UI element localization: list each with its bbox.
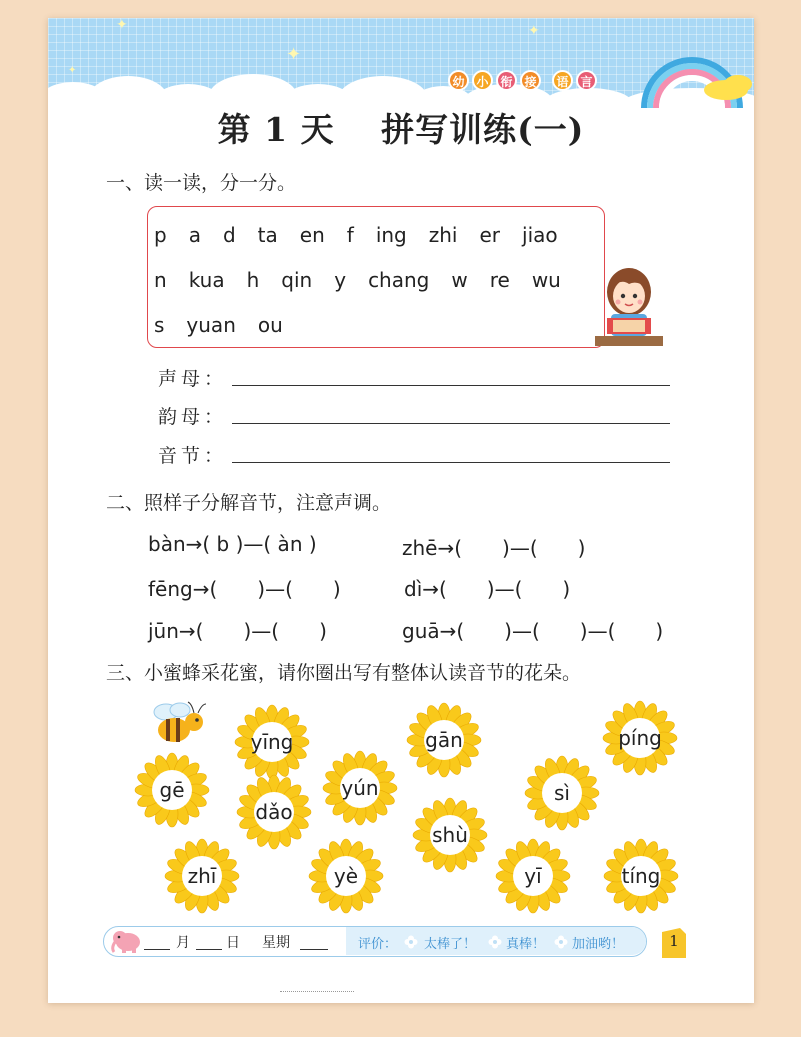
- write-line-initials[interactable]: [232, 385, 670, 386]
- pinyin-item: yuan: [186, 313, 236, 337]
- pinyin-item: s: [154, 313, 165, 337]
- flower-rating-icon[interactable]: [488, 935, 502, 949]
- write-line-finals[interactable]: [232, 423, 670, 424]
- flower-syllable: sì: [554, 781, 570, 805]
- pinyin-item: ing: [375, 223, 407, 247]
- flower[interactable]: [603, 838, 679, 914]
- write-label-initials: 声母：: [158, 368, 228, 390]
- badge-char: 语: [552, 70, 573, 91]
- day-blank[interactable]: [196, 949, 222, 950]
- flower-syllable: yī: [524, 864, 542, 888]
- flower-syllable: tíng: [621, 864, 661, 888]
- weekday-label: 星期: [262, 935, 290, 951]
- rating-option-keep-going[interactable]: 加油哟！: [572, 937, 625, 952]
- pinyin-row: [154, 313, 305, 337]
- flower[interactable]: [495, 838, 571, 914]
- month-label: 月: [176, 935, 190, 951]
- flower-syllable: yīng: [250, 730, 294, 754]
- pinyin-item: wu: [531, 268, 561, 292]
- pinyin-item: ta: [257, 223, 278, 247]
- rainbow-icon: [634, 36, 752, 108]
- bee-icon: [148, 698, 208, 748]
- split-exercise[interactable]: jūn→( )—( ): [148, 619, 327, 643]
- weekday-blank[interactable]: [300, 949, 328, 950]
- worksheet-page: [48, 18, 754, 1003]
- badge-char: 幼: [448, 70, 469, 91]
- section-1-title: 一、读一读，分一分。: [106, 172, 297, 194]
- badge-char: 言: [576, 70, 597, 91]
- pinyin-item: qin: [281, 268, 313, 292]
- flower[interactable]: [164, 838, 240, 914]
- day-label: 日: [226, 935, 240, 951]
- pinyin-item: d: [222, 223, 236, 247]
- star-icon: ✦: [528, 23, 540, 39]
- badge-char: 小: [472, 70, 493, 91]
- flower-syllable: gān: [425, 728, 463, 752]
- subject-badge: [448, 70, 597, 91]
- flower-syllable: zhī: [187, 864, 217, 888]
- flower-syllable: píng: [618, 726, 662, 750]
- pinyin-item: kua: [188, 268, 225, 292]
- pinyin-item: jiao: [522, 223, 558, 247]
- flower[interactable]: [234, 704, 310, 780]
- pinyin-item: w: [451, 268, 468, 292]
- section-2-title: 二、照样子分解音节，注意声调。: [106, 492, 392, 514]
- write-label-finals: 韵母：: [158, 406, 228, 428]
- flower-syllable: shù: [432, 823, 468, 847]
- pinyin-box: [147, 206, 605, 348]
- split-exercise: bàn→( b )—( àn ): [148, 532, 317, 556]
- flower-rating-icon[interactable]: [554, 935, 568, 949]
- page-number: 1: [669, 932, 679, 950]
- pinyin-item: n: [154, 268, 167, 292]
- pinyin-item: a: [188, 223, 201, 247]
- star-icon: ✦: [116, 18, 128, 33]
- page-number-tag: [660, 928, 688, 960]
- page-title: 第 1 天 拼写训练(一): [217, 110, 585, 149]
- star-icon: ✦: [286, 44, 302, 65]
- split-exercise[interactable]: dì→( )—( ): [404, 577, 571, 601]
- flower[interactable]: [524, 755, 600, 831]
- flower-rating-icon[interactable]: [404, 935, 418, 949]
- pinyin-item: p: [154, 223, 167, 247]
- pinyin-item: ou: [257, 313, 283, 337]
- badge-char: 衔: [496, 70, 517, 91]
- pinyin-item: y: [334, 268, 347, 292]
- rating-option-good[interactable]: 真棒！: [506, 937, 546, 952]
- split-exercise[interactable]: zhē→( )—( ): [402, 536, 586, 560]
- rating-area: [346, 927, 646, 955]
- girl-reading-icon: [593, 262, 665, 348]
- pinyin-item: f: [346, 223, 354, 247]
- write-line-syllables[interactable]: [232, 462, 670, 463]
- split-exercise[interactable]: guā→( )—( )—( ): [402, 619, 664, 643]
- flower[interactable]: [134, 752, 210, 828]
- flower[interactable]: [322, 750, 398, 826]
- page-divider: [280, 991, 354, 992]
- pinyin-row: [154, 268, 561, 292]
- pinyin-item: h: [246, 268, 260, 292]
- elephant-icon: [110, 928, 144, 954]
- flower-syllable: yè: [333, 864, 359, 888]
- flower[interactable]: [406, 702, 482, 778]
- flower-syllable: dǎo: [255, 800, 293, 824]
- badge-char: 接: [520, 70, 541, 91]
- footer-bar: [103, 926, 647, 957]
- split-exercise[interactable]: fēng→( )—( ): [148, 577, 341, 601]
- rating-option-great[interactable]: 太棒了！: [424, 937, 477, 952]
- pinyin-item: re: [489, 268, 510, 292]
- write-label-syllables: 音节：: [158, 445, 228, 467]
- pinyin-item: zhi: [428, 223, 458, 247]
- pinyin-item: er: [479, 223, 501, 247]
- section-3-title: 三、小蜜蜂采花蜜，请你圈出写有整体认读音节的花朵。: [106, 662, 582, 684]
- rating-label: 评价：: [358, 937, 398, 952]
- star-icon: ✦: [68, 65, 77, 76]
- flower-syllable: yún: [341, 776, 379, 800]
- flower[interactable]: [236, 774, 312, 850]
- pinyin-item: en: [299, 223, 325, 247]
- month-blank[interactable]: [144, 949, 170, 950]
- flower[interactable]: [308, 838, 384, 914]
- flower[interactable]: [412, 797, 488, 873]
- pinyin-item: chang: [368, 268, 430, 292]
- pinyin-row: [154, 223, 558, 247]
- flower[interactable]: [602, 700, 678, 776]
- flower-syllable: gē: [159, 778, 185, 802]
